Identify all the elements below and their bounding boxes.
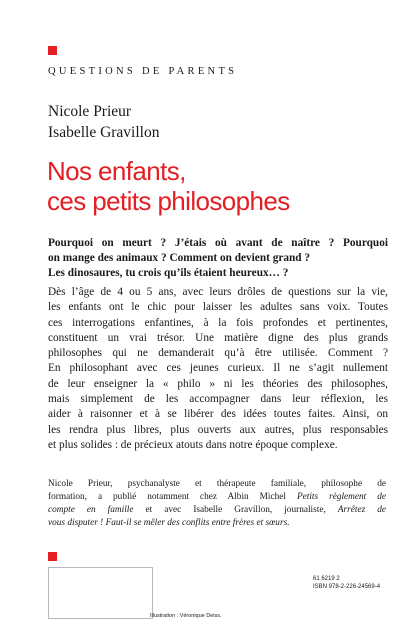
bottom-accent-square <box>48 552 57 561</box>
author-1: Nicole Prieur <box>48 103 132 120</box>
body-line-11: et plus solides : de précieux atouts dans notre époque complexe. <box>48 438 338 451</box>
author-bio <box>48 478 386 530</box>
body-line-5: philosophes qui ne demanderait qu’à être utilisée. Comment ? <box>48 347 388 360</box>
body-line-9: aider à raisonner et à se libérer des idées toutes faites. Ainsi, on <box>48 408 388 421</box>
blurb-body <box>48 285 388 453</box>
body-line-10: les rendra plus libres, plus ouverts aux autres, plus responsables <box>48 423 388 436</box>
authors <box>48 101 159 143</box>
bio-book-title-2: Arrêtez de <box>337 505 386 515</box>
bio-book-title-2-end: vous disputer ! Faut-il se mêler des conflits entre frères et sœurs. <box>48 518 290 528</box>
body-line-2: les enfants ont le chic pour laisser les adultes sans voix. Toutes <box>48 301 388 314</box>
body-line-4: constituent un vrai trésor. Une matière digne des plus grands <box>48 331 388 344</box>
series-title: QUESTIONS DE PARENTS <box>48 66 238 77</box>
body-line-7: de leur enseigner la « philo » ni les théories des philosophes, <box>48 377 388 390</box>
body-line-8: mais simplement de les accompagner dans leur réflexion, les <box>48 393 388 406</box>
book-title <box>47 156 290 216</box>
bio-book-title-1-end: compte en famille <box>48 505 134 515</box>
bio-line-3 <box>48 504 386 517</box>
body-line-1: Dès l’âge de 4 ou 5 ans, avec leurs drôles de questions sur la vie, <box>48 286 388 298</box>
barcode-box <box>48 567 153 619</box>
bio-line-2-text: formation, a publié notamment chez Albin Michel <box>48 492 297 502</box>
intro-line-2: on mange des animaux ? Comment on devient grand ? <box>48 252 311 264</box>
intro-line-1: Pourquoi on meurt ? J’étais où avant de naître ? Pourquoi <box>48 237 388 249</box>
bio-line-3-text: et avec Isabelle Gravillon, journaliste, <box>133 505 338 515</box>
title-line-2: ces petits philosophes <box>47 186 290 216</box>
title-line-1: Nos enfants, <box>47 156 186 186</box>
intro-line-3: Les dinosaures, tu crois qu’ils étaient heureux… ? <box>48 267 289 279</box>
bio-line-2 <box>48 491 386 504</box>
isbn: ISBN 978-2-226-24569-4 <box>313 584 381 590</box>
bio-line-1: Nicole Prieur, psychanalyste et thérapeute familiale, philosophe de <box>48 479 386 489</box>
barcode-number: 61 6219 2 <box>313 576 340 582</box>
author-2: Isabelle Gravillon <box>48 124 160 141</box>
top-accent-square <box>48 46 57 55</box>
body-line-3: ces interrogations enfantines, à la fois profondes et pertinentes, <box>48 316 388 329</box>
bio-book-title-1: Petits règlement de <box>296 492 386 502</box>
illustration-credit: Illustration : Véronique Deiss. <box>150 613 222 619</box>
body-line-6: En philosophant avec ces jeunes curieux. Il ne s’agit nullement <box>48 362 388 375</box>
bio-line-4 <box>48 517 386 530</box>
barcode-info <box>313 575 380 591</box>
intro-questions <box>48 236 388 281</box>
